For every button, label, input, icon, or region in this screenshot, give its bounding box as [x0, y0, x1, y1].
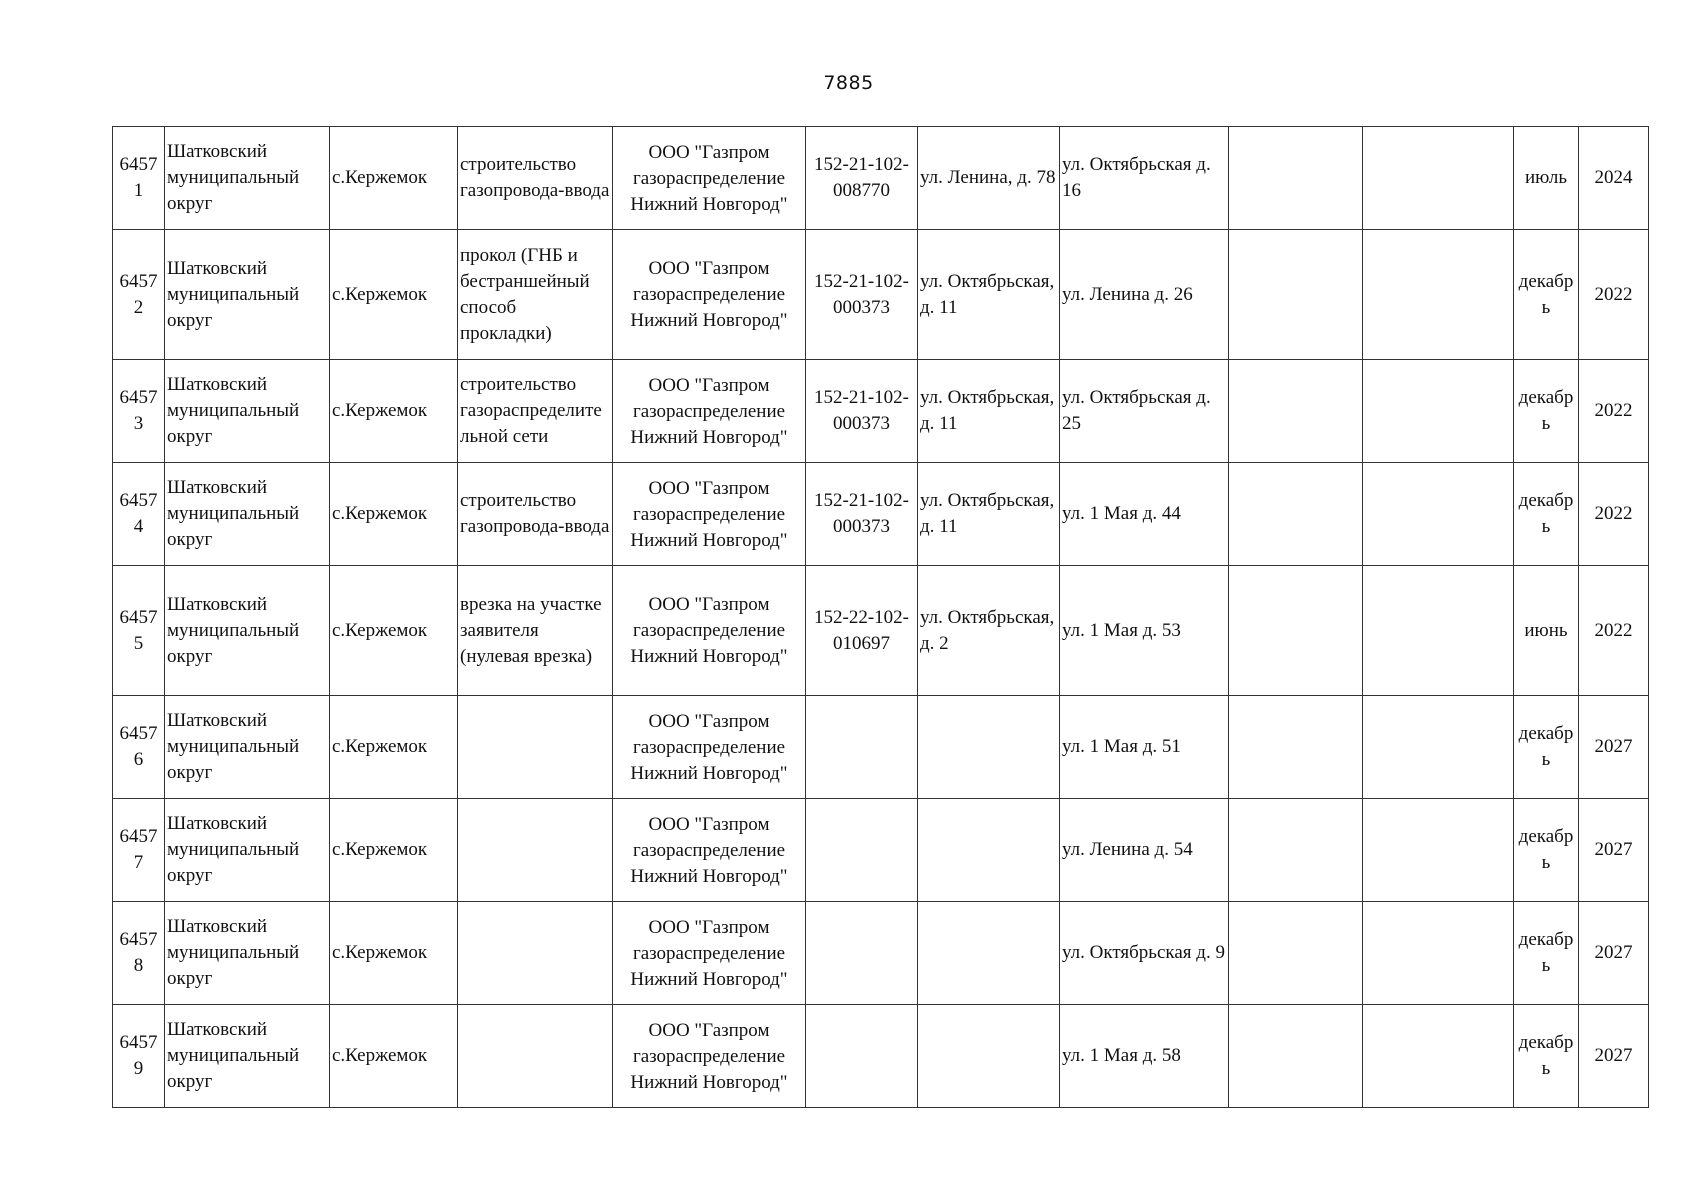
empty-cell	[1363, 799, 1514, 902]
row-number: 64579	[113, 1005, 165, 1108]
empty-cell	[1363, 1005, 1514, 1108]
permit-code-cell	[806, 1005, 918, 1108]
row-number: 64577	[113, 799, 165, 902]
year-cell: 2027	[1579, 1005, 1649, 1108]
target-address-cell: ул. 1 Мая д. 44	[1060, 463, 1229, 566]
empty-cell	[1363, 696, 1514, 799]
organization-cell: ООО "Газпром газораспределение Нижний Новгород"	[613, 799, 806, 902]
table-row	[113, 799, 1649, 902]
row-number: 64571	[113, 127, 165, 230]
source-address-cell: ул. Октябрьская, д. 11	[918, 360, 1060, 463]
district-cell: Шатковский муниципальный округ	[165, 1005, 330, 1108]
organization-cell: ООО "Газпром газораспределение Нижний Новгород"	[613, 1005, 806, 1108]
empty-cell	[1229, 1005, 1363, 1108]
permit-code-cell	[806, 799, 918, 902]
source-address-cell: ул. Ленина, д. 78	[918, 127, 1060, 230]
locality-cell: с.Кержемок	[330, 566, 458, 696]
table-row	[113, 360, 1649, 463]
year-cell: 2027	[1579, 696, 1649, 799]
year-cell: 2022	[1579, 230, 1649, 360]
table-row	[113, 127, 1649, 230]
permit-code-cell	[806, 696, 918, 799]
year-cell: 2022	[1579, 566, 1649, 696]
source-address-cell: ул. Октябрьская, д. 11	[918, 463, 1060, 566]
organization-cell: ООО "Газпром газораспределение Нижний Новгород"	[613, 566, 806, 696]
empty-cell	[1363, 463, 1514, 566]
district-cell: Шатковский муниципальный округ	[165, 230, 330, 360]
empty-cell	[1363, 566, 1514, 696]
district-cell: Шатковский муниципальный округ	[165, 127, 330, 230]
source-address-cell	[918, 902, 1060, 1005]
permit-code-cell: 152-21-102-000373	[806, 230, 918, 360]
organization-cell: ООО "Газпром газораспределение Нижний Новгород"	[613, 360, 806, 463]
work-type-cell: строительство газораспределительной сети	[458, 360, 613, 463]
empty-cell	[1363, 360, 1514, 463]
registry-table	[112, 126, 1649, 1108]
row-number: 64575	[113, 566, 165, 696]
locality-cell: с.Кержемок	[330, 1005, 458, 1108]
month-cell: декабрь	[1514, 902, 1579, 1005]
source-address-cell: ул. Октябрьская, д. 11	[918, 230, 1060, 360]
empty-cell	[1229, 799, 1363, 902]
month-cell: декабрь	[1514, 360, 1579, 463]
row-number: 64576	[113, 696, 165, 799]
permit-code-cell: 152-22-102-010697	[806, 566, 918, 696]
district-cell: Шатковский муниципальный округ	[165, 463, 330, 566]
permit-code-cell: 152-21-102-000373	[806, 360, 918, 463]
empty-cell	[1229, 463, 1363, 566]
locality-cell: с.Кержемок	[330, 799, 458, 902]
source-address-cell	[918, 696, 1060, 799]
target-address-cell: ул. Октябрьская д. 16	[1060, 127, 1229, 230]
year-cell: 2022	[1579, 463, 1649, 566]
empty-cell	[1229, 360, 1363, 463]
locality-cell: с.Кержемок	[330, 463, 458, 566]
target-address-cell: ул. Октябрьская д. 25	[1060, 360, 1229, 463]
year-cell: 2024	[1579, 127, 1649, 230]
work-type-cell: строительство газопровода-ввода	[458, 463, 613, 566]
empty-cell	[1229, 696, 1363, 799]
locality-cell: с.Кержемок	[330, 696, 458, 799]
work-type-cell: врезка на участке заявителя (нулевая врезка)	[458, 566, 613, 696]
row-number: 64574	[113, 463, 165, 566]
target-address-cell: ул. Октябрьская д. 9	[1060, 902, 1229, 1005]
locality-cell: с.Кержемок	[330, 230, 458, 360]
row-number: 64573	[113, 360, 165, 463]
month-cell: декабрь	[1514, 696, 1579, 799]
organization-cell: ООО "Газпром газораспределение Нижний Новгород"	[613, 902, 806, 1005]
table-row	[113, 566, 1649, 696]
source-address-cell	[918, 799, 1060, 902]
work-type-cell: строительство газопровода-ввода	[458, 127, 613, 230]
target-address-cell: ул. Ленина д. 54	[1060, 799, 1229, 902]
district-cell: Шатковский муниципальный округ	[165, 696, 330, 799]
district-cell: Шатковский муниципальный округ	[165, 902, 330, 1005]
table-row	[113, 696, 1649, 799]
row-number: 64578	[113, 902, 165, 1005]
empty-cell	[1363, 230, 1514, 360]
empty-cell	[1363, 902, 1514, 1005]
district-cell: Шатковский муниципальный округ	[165, 566, 330, 696]
month-cell: декабрь	[1514, 463, 1579, 566]
month-cell: декабрь	[1514, 230, 1579, 360]
month-cell: декабрь	[1514, 799, 1579, 902]
month-cell: июнь	[1514, 566, 1579, 696]
locality-cell: с.Кержемок	[330, 902, 458, 1005]
empty-cell	[1229, 566, 1363, 696]
permit-code-cell: 152-21-102-000373	[806, 463, 918, 566]
permit-code-cell: 152-21-102-008770	[806, 127, 918, 230]
table-row	[113, 902, 1649, 1005]
permit-code-cell	[806, 902, 918, 1005]
month-cell: июль	[1514, 127, 1579, 230]
empty-cell	[1229, 230, 1363, 360]
row-number: 64572	[113, 230, 165, 360]
work-type-cell	[458, 902, 613, 1005]
empty-cell	[1229, 127, 1363, 230]
district-cell: Шатковский муниципальный округ	[165, 360, 330, 463]
locality-cell: с.Кержемок	[330, 127, 458, 230]
organization-cell: ООО "Газпром газораспределение Нижний Новгород"	[613, 696, 806, 799]
target-address-cell: ул. 1 Мая д. 58	[1060, 1005, 1229, 1108]
district-cell: Шатковский муниципальный округ	[165, 799, 330, 902]
work-type-cell	[458, 696, 613, 799]
organization-cell: ООО "Газпром газораспределение Нижний Новгород"	[613, 230, 806, 360]
year-cell: 2027	[1579, 799, 1649, 902]
month-cell: декабрь	[1514, 1005, 1579, 1108]
locality-cell: с.Кержемок	[330, 360, 458, 463]
target-address-cell: ул. 1 Мая д. 51	[1060, 696, 1229, 799]
work-type-cell	[458, 1005, 613, 1108]
table-row	[113, 230, 1649, 360]
empty-cell	[1363, 127, 1514, 230]
source-address-cell	[918, 1005, 1060, 1108]
organization-cell: ООО "Газпром газораспределение Нижний Новгород"	[613, 127, 806, 230]
organization-cell: ООО "Газпром газораспределение Нижний Новгород"	[613, 463, 806, 566]
work-type-cell: прокол (ГНБ и бестраншейный способ прокладки)	[458, 230, 613, 360]
page-number: 7885	[823, 72, 874, 94]
work-type-cell	[458, 799, 613, 902]
table-row	[113, 1005, 1649, 1108]
target-address-cell: ул. Ленина д. 26	[1060, 230, 1229, 360]
year-cell: 2022	[1579, 360, 1649, 463]
empty-cell	[1229, 902, 1363, 1005]
source-address-cell: ул. Октябрьская, д. 2	[918, 566, 1060, 696]
table-row	[113, 463, 1649, 566]
target-address-cell: ул. 1 Мая д. 53	[1060, 566, 1229, 696]
year-cell: 2027	[1579, 902, 1649, 1005]
